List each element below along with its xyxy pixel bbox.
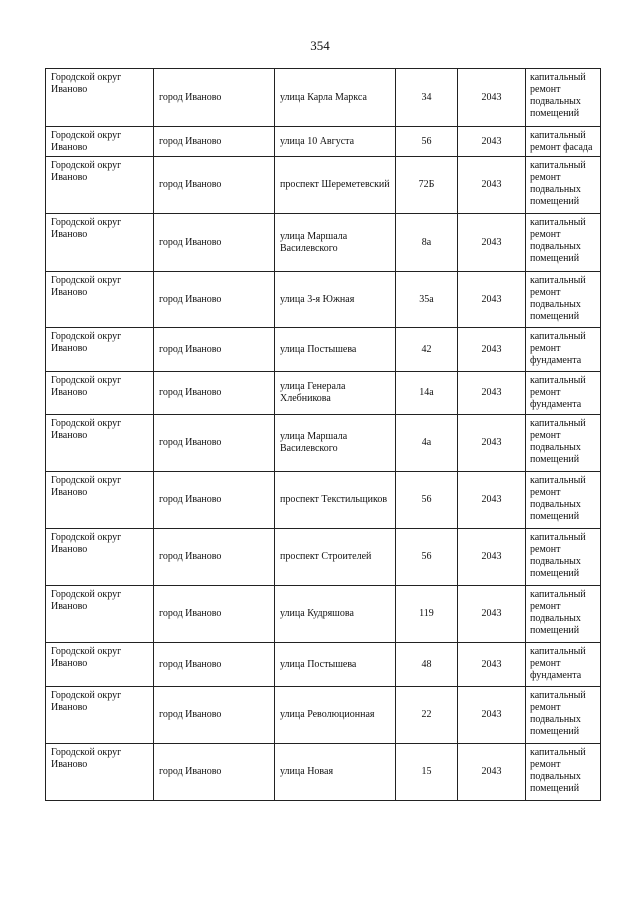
work-type-cell: капитальный ремонт подвальных помещений bbox=[526, 529, 601, 586]
street-cell: улица Маршала Василевского bbox=[275, 415, 396, 472]
house-number-cell: 119 bbox=[396, 586, 458, 643]
district-cell: Городской округ Иваново bbox=[46, 472, 154, 529]
district-cell: Городской округ Иваново bbox=[46, 586, 154, 643]
work-type-cell: капитальный ремонт подвальных помещений bbox=[526, 744, 601, 801]
table-row bbox=[46, 744, 601, 801]
settlement-cell: город Иваново bbox=[154, 328, 275, 372]
district-cell: Городской округ Иваново bbox=[46, 643, 154, 687]
house-number-cell: 34 bbox=[396, 69, 458, 127]
district-cell: Городской округ Иваново bbox=[46, 372, 154, 415]
district-cell: Городской округ Иваново bbox=[46, 529, 154, 586]
settlement-cell: город Иваново bbox=[154, 127, 275, 157]
settlement-cell: город Иваново bbox=[154, 157, 275, 214]
table-row bbox=[46, 415, 601, 472]
house-number-cell: 56 bbox=[396, 127, 458, 157]
capital-repair-table bbox=[45, 68, 601, 801]
settlement-cell: город Иваново bbox=[154, 214, 275, 272]
work-type-cell: капитальный ремонт подвальных помещений bbox=[526, 687, 601, 744]
house-number-cell: 72Б bbox=[396, 157, 458, 214]
street-cell: улица Новая bbox=[275, 744, 396, 801]
district-cell: Городской округ Иваново bbox=[46, 744, 154, 801]
work-type-cell: капитальный ремонт подвальных помещений bbox=[526, 157, 601, 214]
table-row bbox=[46, 214, 601, 272]
house-number-cell: 56 bbox=[396, 472, 458, 529]
table-row bbox=[46, 328, 601, 372]
district-cell: Городской округ Иваново bbox=[46, 127, 154, 157]
year-cell: 2043 bbox=[458, 328, 526, 372]
page-number: 354 bbox=[310, 38, 330, 53]
settlement-cell: город Иваново bbox=[154, 415, 275, 472]
house-number-cell: 4а bbox=[396, 415, 458, 472]
table-row bbox=[46, 69, 601, 127]
year-cell: 2043 bbox=[458, 744, 526, 801]
street-cell: улица Постышева bbox=[275, 328, 396, 372]
street-cell: проспект Строителей bbox=[275, 529, 396, 586]
table-row bbox=[46, 472, 601, 529]
year-cell: 2043 bbox=[458, 214, 526, 272]
year-cell: 2043 bbox=[458, 643, 526, 687]
year-cell: 2043 bbox=[458, 272, 526, 328]
table-row bbox=[46, 157, 601, 214]
table-body bbox=[46, 69, 601, 801]
year-cell: 2043 bbox=[458, 372, 526, 415]
settlement-cell: город Иваново bbox=[154, 372, 275, 415]
street-cell: улица Карла Маркса bbox=[275, 69, 396, 127]
house-number-cell: 14а bbox=[396, 372, 458, 415]
work-type-cell: капитальный ремонт подвальных помещений bbox=[526, 586, 601, 643]
work-type-cell: капитальный ремонт подвальных помещений bbox=[526, 415, 601, 472]
table-row bbox=[46, 643, 601, 687]
house-number-cell: 22 bbox=[396, 687, 458, 744]
year-cell: 2043 bbox=[458, 586, 526, 643]
year-cell: 2043 bbox=[458, 69, 526, 127]
work-type-cell: капитальный ремонт фундамента bbox=[526, 372, 601, 415]
settlement-cell: город Иваново bbox=[154, 472, 275, 529]
year-cell: 2043 bbox=[458, 415, 526, 472]
house-number-cell: 35а bbox=[396, 272, 458, 328]
year-cell: 2043 bbox=[458, 687, 526, 744]
table-row bbox=[46, 272, 601, 328]
table-row bbox=[46, 127, 601, 157]
street-cell: проспект Текстильщиков bbox=[275, 472, 396, 529]
year-cell: 2043 bbox=[458, 157, 526, 214]
work-type-cell: капитальный ремонт подвальных помещений bbox=[526, 214, 601, 272]
district-cell: Городской округ Иваново bbox=[46, 157, 154, 214]
house-number-cell: 56 bbox=[396, 529, 458, 586]
street-cell: улица Генерала Хлебникова bbox=[275, 372, 396, 415]
work-type-cell: капитальный ремонт подвальных помещений bbox=[526, 472, 601, 529]
house-number-cell: 8а bbox=[396, 214, 458, 272]
district-cell: Городской округ Иваново bbox=[46, 687, 154, 744]
district-cell: Городской округ Иваново bbox=[46, 69, 154, 127]
settlement-cell: город Иваново bbox=[154, 586, 275, 643]
street-cell: улица Постышева bbox=[275, 643, 396, 687]
year-cell: 2043 bbox=[458, 127, 526, 157]
house-number-cell: 15 bbox=[396, 744, 458, 801]
district-cell: Городской округ Иваново bbox=[46, 415, 154, 472]
table-row bbox=[46, 687, 601, 744]
year-cell: 2043 bbox=[458, 472, 526, 529]
work-type-cell: капитальный ремонт фундамента bbox=[526, 643, 601, 687]
settlement-cell: город Иваново bbox=[154, 744, 275, 801]
settlement-cell: город Иваново bbox=[154, 529, 275, 586]
year-cell: 2043 bbox=[458, 529, 526, 586]
street-cell: улица Кудряшова bbox=[275, 586, 396, 643]
settlement-cell: город Иваново bbox=[154, 643, 275, 687]
street-cell: проспект Шереметевский bbox=[275, 157, 396, 214]
street-cell: улица 10 Августа bbox=[275, 127, 396, 157]
work-type-cell: капитальный ремонт подвальных помещений bbox=[526, 272, 601, 328]
settlement-cell: город Иваново bbox=[154, 687, 275, 744]
work-type-cell: капитальный ремонт фасада bbox=[526, 127, 601, 157]
table-row bbox=[46, 529, 601, 586]
settlement-cell: город Иваново bbox=[154, 69, 275, 127]
table-row bbox=[46, 586, 601, 643]
settlement-cell: город Иваново bbox=[154, 272, 275, 328]
work-type-cell: капитальный ремонт фундамента bbox=[526, 328, 601, 372]
table-row bbox=[46, 372, 601, 415]
district-cell: Городской округ Иваново bbox=[46, 328, 154, 372]
house-number-cell: 48 bbox=[396, 643, 458, 687]
street-cell: улица Революционная bbox=[275, 687, 396, 744]
street-cell: улица Маршала Василевского bbox=[275, 214, 396, 272]
street-cell: улица 3-я Южная bbox=[275, 272, 396, 328]
work-type-cell: капитальный ремонт подвальных помещений bbox=[526, 69, 601, 127]
district-cell: Городской округ Иваново bbox=[46, 214, 154, 272]
district-cell: Городской округ Иваново bbox=[46, 272, 154, 328]
house-number-cell: 42 bbox=[396, 328, 458, 372]
